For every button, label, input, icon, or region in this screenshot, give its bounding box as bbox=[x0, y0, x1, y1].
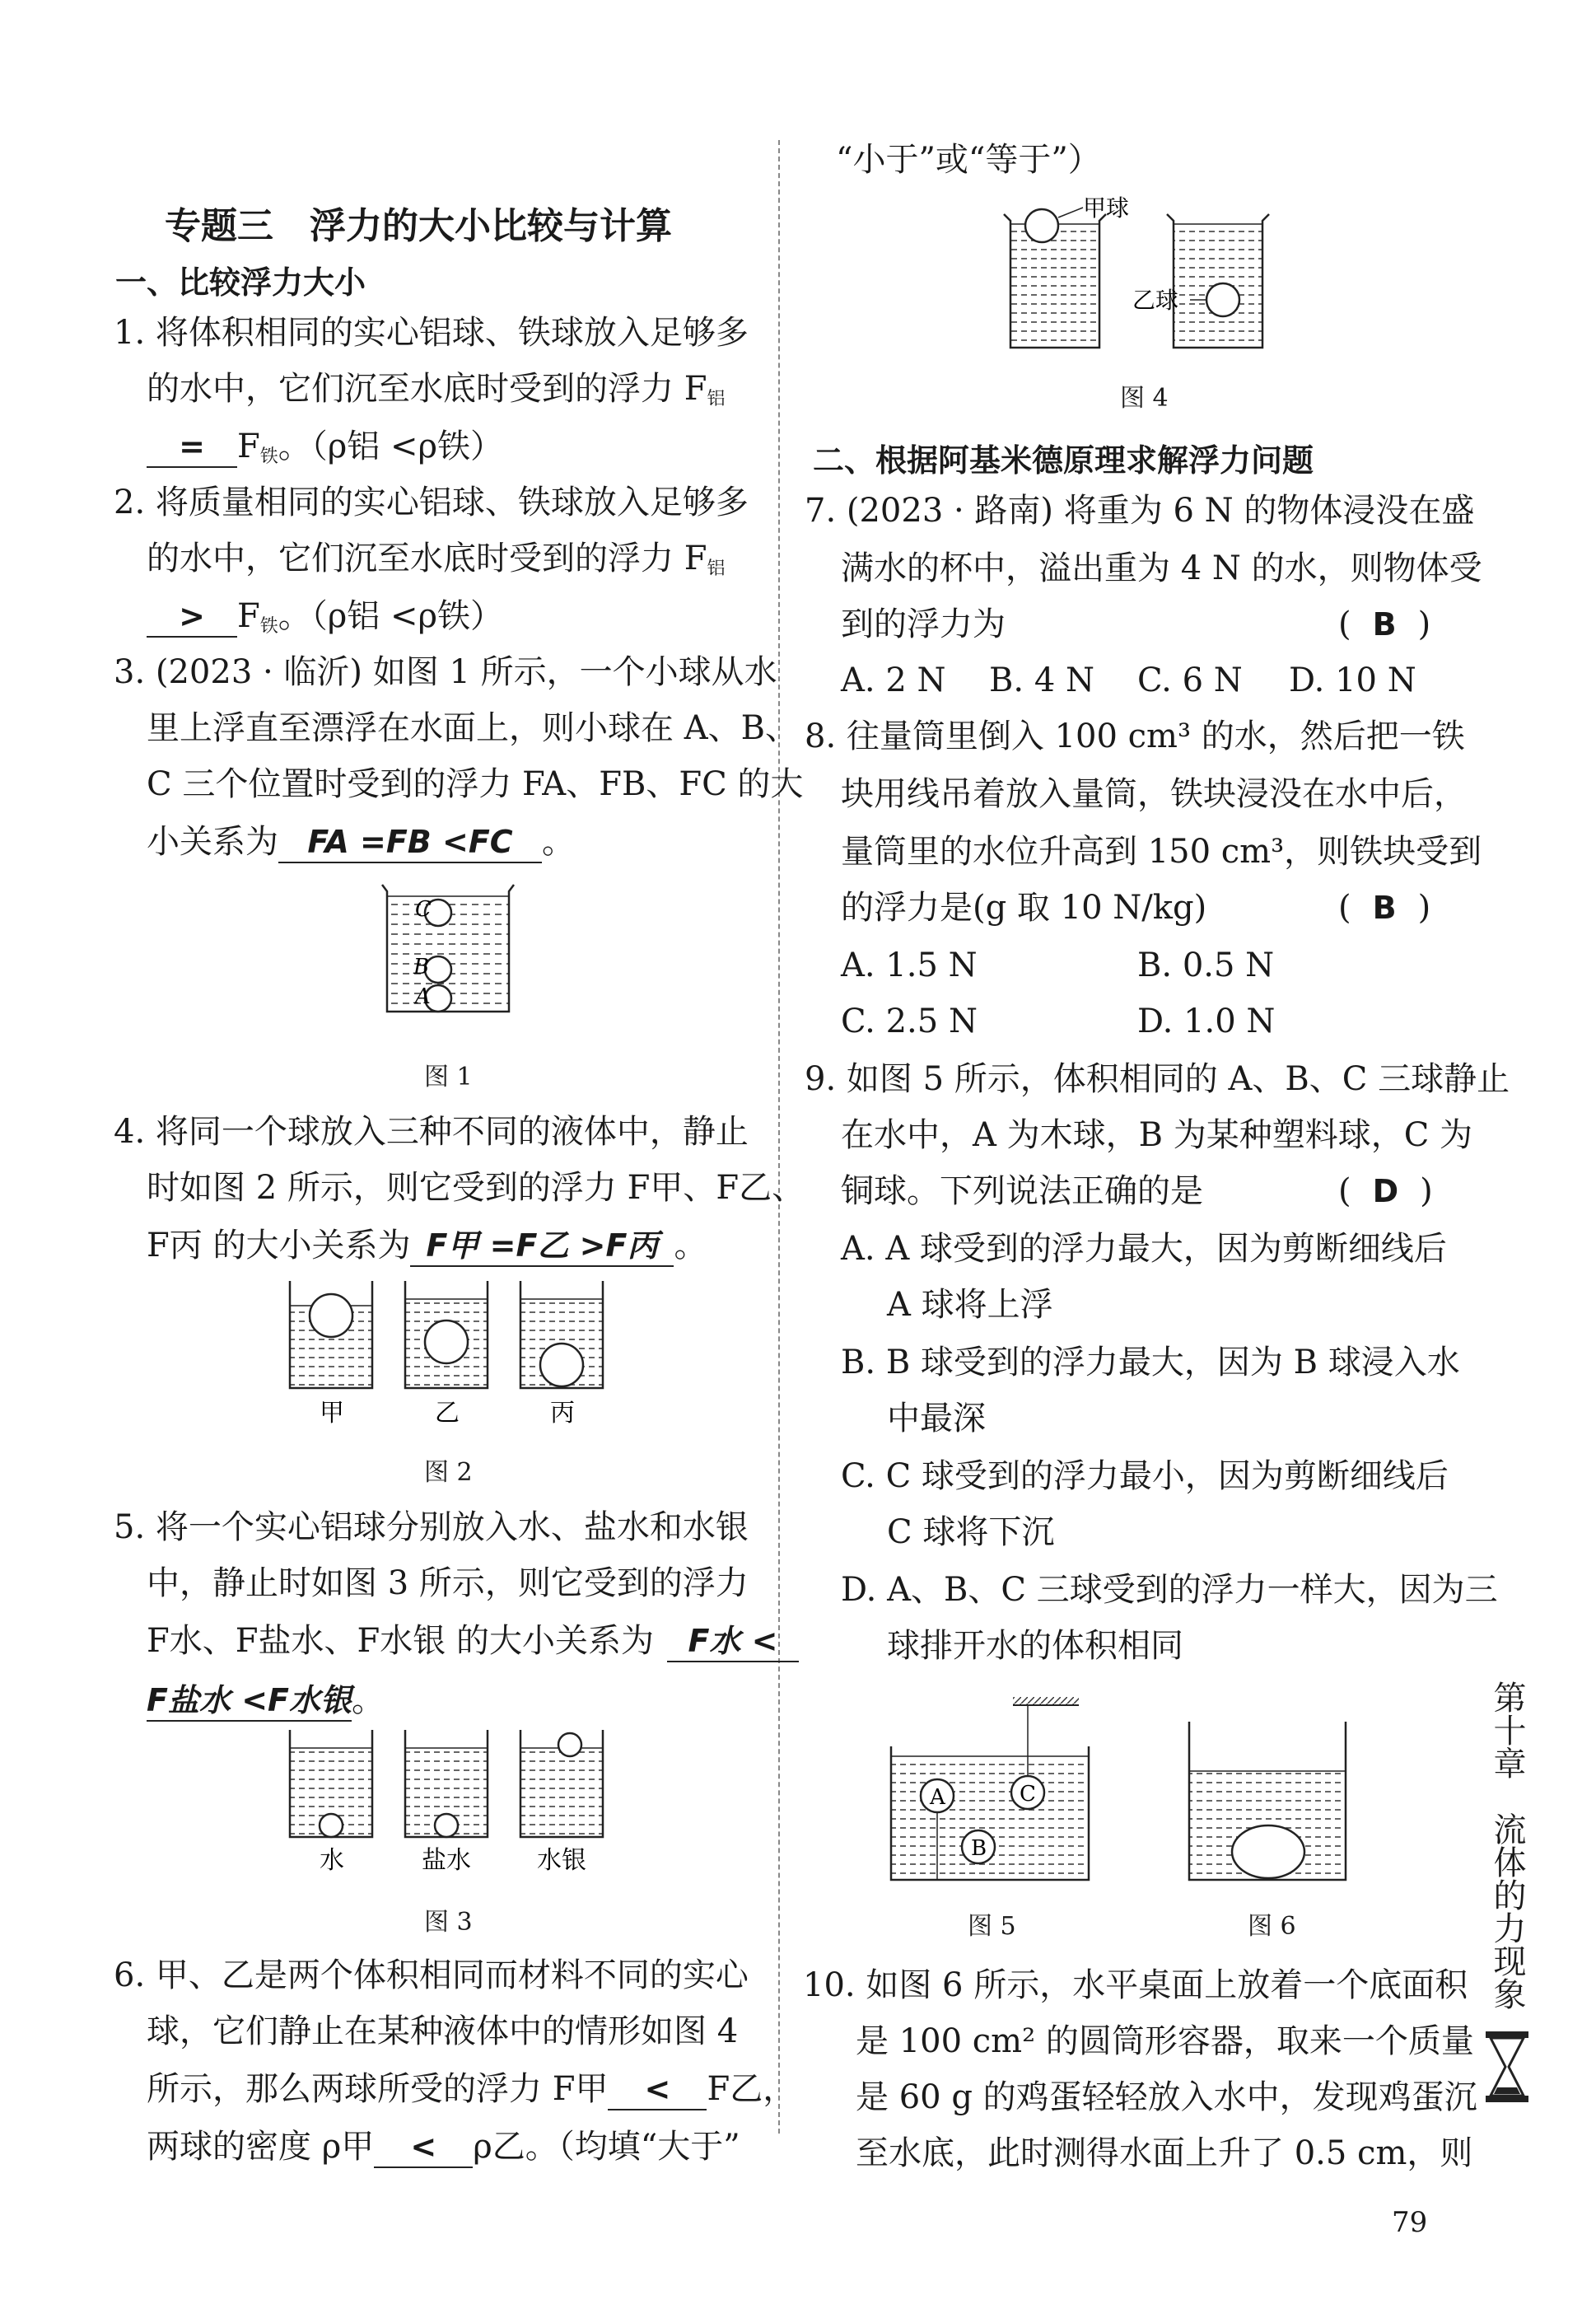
q8-option-b: B. 0.5 N bbox=[1137, 947, 1275, 984]
q2-line1: 2. 将质量相同的实心铝球、铁球放入足够多 bbox=[114, 484, 749, 521]
page-number: 79 bbox=[1392, 2206, 1428, 2239]
q6-line4: 两球的密度 ρ甲 < ρ乙。（均填“大于” bbox=[147, 2119, 740, 2175]
q7-line1: 7. (2023 · 路南) 将重为 6 N 的物体浸没在盛 bbox=[805, 492, 1475, 530]
q9-line3: 铜球。下列说法正确的是 bbox=[841, 1172, 1203, 1210]
q9-option-c: C. C 球受到的浮力最小，因为剪断细线后 bbox=[841, 1457, 1449, 1495]
svg-text:丙: 丙 bbox=[550, 1399, 575, 1428]
q2-answer: > bbox=[147, 596, 237, 638]
q6-line1: 6. 甲、乙是两个体积相同而材料不同的实心 bbox=[114, 1956, 749, 1994]
section-2-heading: 二、根据阿基米德原理求解浮力问题 bbox=[813, 442, 1314, 479]
q1-line3: = $F_铁$。（ρ铝 <ρ铁） bbox=[147, 418, 503, 485]
fig3-caption: 图 3 bbox=[424, 1908, 473, 1937]
svg-text:水: 水 bbox=[320, 1846, 344, 1875]
q5-line3: F水、F盐水、F水银 的大小关系为 F水 < bbox=[147, 1613, 799, 1669]
q10-line1: 10. 如图 6 所示，水平桌面上放着一个底面积 bbox=[803, 1966, 1468, 2004]
q4-line3: F丙 的大小关系为 F甲 =F乙 >F丙 。 bbox=[147, 1218, 707, 1274]
q5-answer-part1: F水 < bbox=[667, 1621, 799, 1662]
fig1-caption: 图 1 bbox=[424, 1063, 473, 1091]
q7-answer: ( B ) bbox=[1338, 605, 1431, 643]
q8-line3: 量筒里的水位升高到 150 cm³，则铁块受到 bbox=[841, 833, 1482, 871]
figure-5-6 bbox=[889, 1697, 1416, 1895]
figure-1 bbox=[379, 880, 519, 1028]
fig6-caption: 图 6 bbox=[1248, 1912, 1296, 1941]
q9-option-c-cont: C 球将下沉 bbox=[887, 1513, 1055, 1551]
page-title: 专题三 浮力的大小比较与计算 bbox=[165, 205, 672, 247]
q9-line1: 9. 如图 5 所示，体积相同的 A、B、C 三球静止 bbox=[805, 1060, 1510, 1098]
q4-answer: F甲 =F乙 >F丙 bbox=[410, 1226, 674, 1267]
q7-line2: 满水的杯中，溢出重为 4 N 的水，则物体受 bbox=[841, 549, 1482, 587]
q8-line2: 块用线吊着放入量筒，铁块浸没在水中后， bbox=[841, 775, 1467, 813]
q6-answer-2: < bbox=[374, 2127, 473, 2168]
fig2-caption: 图 2 bbox=[424, 1458, 473, 1487]
q9-answer: ( D ) bbox=[1338, 1172, 1433, 1210]
q6-line2: 球，它们静止在某种液体中的情形如图 4 bbox=[147, 2012, 739, 2050]
fig5-label-c: C bbox=[1020, 1782, 1036, 1807]
q5-answer-part2: F盐水 <F水银 bbox=[147, 1680, 352, 1722]
q10-line4: 至水底，此时测得水面上升了 0.5 cm，则 bbox=[856, 2134, 1473, 2172]
q6-answer-1: < bbox=[608, 2069, 707, 2110]
q3-line2: 里上浮直至漂浮在水面上，则小球在 A、B、 bbox=[147, 709, 798, 747]
q4-line1: 4. 将同一个球放入三种不同的液体中，静止 bbox=[114, 1113, 749, 1151]
fig4-label-yi: 乙球 bbox=[1132, 287, 1179, 314]
q7-option-b: B. 4 N bbox=[989, 661, 1094, 699]
q3-line4: 小关系为 FA =FB <FC 。 bbox=[147, 814, 575, 870]
q6-line3: 所示，那么两球所受的浮力 F甲 < F乙， bbox=[147, 2061, 796, 2117]
fig4-label-jia: 甲球 bbox=[1083, 194, 1130, 222]
q3-line1: 3. (2023 · 临沂) 如图 1 所示，一个小球从水 bbox=[114, 653, 777, 691]
q1-answer: = bbox=[147, 427, 237, 468]
q9-option-a: A. A 球受到的浮力最大，因为剪断细线后 bbox=[841, 1230, 1447, 1268]
side-tab-chapter: 第十章 bbox=[1488, 1680, 1526, 1779]
q1-line2: 的水中，它们沉至水底时受到的浮力 $F_铝$ bbox=[147, 370, 726, 409]
q4-line2: 时如图 2 所示，则它受到的浮力 F甲、F乙、 bbox=[147, 1169, 805, 1207]
q8-line1: 8. 往量筒里倒入 100 cm³ 的水，然后把一铁 bbox=[805, 717, 1465, 755]
q7-option-a: A. 2 N bbox=[841, 661, 946, 699]
fig1-label-c: C bbox=[415, 897, 432, 922]
q3-answer: FA =FB <FC bbox=[278, 822, 542, 863]
q5-line1: 5. 将一个实心铝球分别放入水、盐水和水银 bbox=[114, 1508, 749, 1546]
svg-text:乙: 乙 bbox=[435, 1399, 460, 1428]
q9-option-d: D. A、B、C 三球受到的浮力一样大，因为三 bbox=[841, 1571, 1498, 1609]
side-tab-topic: 流体的力现象 bbox=[1488, 1812, 1526, 2010]
figure-2 bbox=[288, 1281, 716, 1429]
q7-option-d: D. 10 N bbox=[1289, 661, 1416, 699]
figure-4 bbox=[1001, 191, 1346, 356]
q9-option-b-cont: 中最深 bbox=[887, 1400, 986, 1437]
q7-line3: 到的浮力为 bbox=[841, 605, 1006, 643]
q9-line2: 在水中，A 为木球，B 为某种塑料球，C 为 bbox=[841, 1116, 1473, 1154]
fig5-label-b: B bbox=[971, 1836, 987, 1861]
q5-line2: 中，静止时如图 3 所示，则它受到的浮力 bbox=[147, 1564, 749, 1602]
q1-line1: 1. 将体积相同的实心铝球、铁球放入足够多 bbox=[114, 314, 749, 352]
q8-answer: ( B ) bbox=[1338, 889, 1431, 927]
q8-line4: 的浮力是(g 取 10 N/kg) bbox=[841, 889, 1207, 927]
svg-text:甲: 甲 bbox=[320, 1399, 344, 1428]
svg-text:水银: 水银 bbox=[537, 1846, 586, 1875]
q3-line3: C 三个位置时受到的浮力 FA、FB、FC 的大 bbox=[147, 765, 804, 803]
q6-line5: “小于”或“等于”） bbox=[836, 141, 1101, 179]
q10-line2: 是 100 cm² 的圆筒形容器，取来一个质量 bbox=[856, 2022, 1474, 2060]
q9-option-b: B. B 球受到的浮力最大，因为 B 球浸入水 bbox=[841, 1344, 1460, 1381]
section-1-heading: 一、比较浮力大小 bbox=[115, 264, 366, 301]
q8-option-a: A. 1.5 N bbox=[841, 947, 978, 984]
svg-text:盐水: 盐水 bbox=[422, 1846, 471, 1875]
fig1-label-b: B bbox=[413, 955, 430, 979]
fig4-caption: 图 4 bbox=[1120, 384, 1169, 413]
q10-line3: 是 60 g 的鸡蛋轻轻放入水中，发现鸡蛋沉 bbox=[856, 2078, 1477, 2116]
fig1-label-a: A bbox=[415, 984, 431, 1009]
fig5-caption: 图 5 bbox=[968, 1912, 1016, 1941]
hourglass-icon bbox=[1482, 2030, 1532, 2104]
column-divider bbox=[778, 140, 780, 2134]
figure-3 bbox=[288, 1730, 716, 1878]
q8-option-d: D. 1.0 N bbox=[1137, 1003, 1276, 1040]
q9-option-a-cont: A 球将上浮 bbox=[887, 1286, 1053, 1324]
q2-line2: 的水中，它们沉至水底时受到的浮力 $F_铝$ bbox=[147, 540, 726, 579]
fig5-label-a: A bbox=[930, 1785, 945, 1810]
q2-line3: > $F_铁$。（ρ铝 <ρ铁） bbox=[147, 588, 503, 655]
q8-option-c: C. 2.5 N bbox=[841, 1003, 978, 1040]
q5-line4: F盐水 <F水银。 bbox=[147, 1672, 385, 1728]
q9-option-d-cont: 球排开水的体积相同 bbox=[887, 1627, 1183, 1665]
chapter-side-tab bbox=[1478, 1680, 1536, 2112]
q7-option-c: C. 6 N bbox=[1137, 661, 1243, 699]
